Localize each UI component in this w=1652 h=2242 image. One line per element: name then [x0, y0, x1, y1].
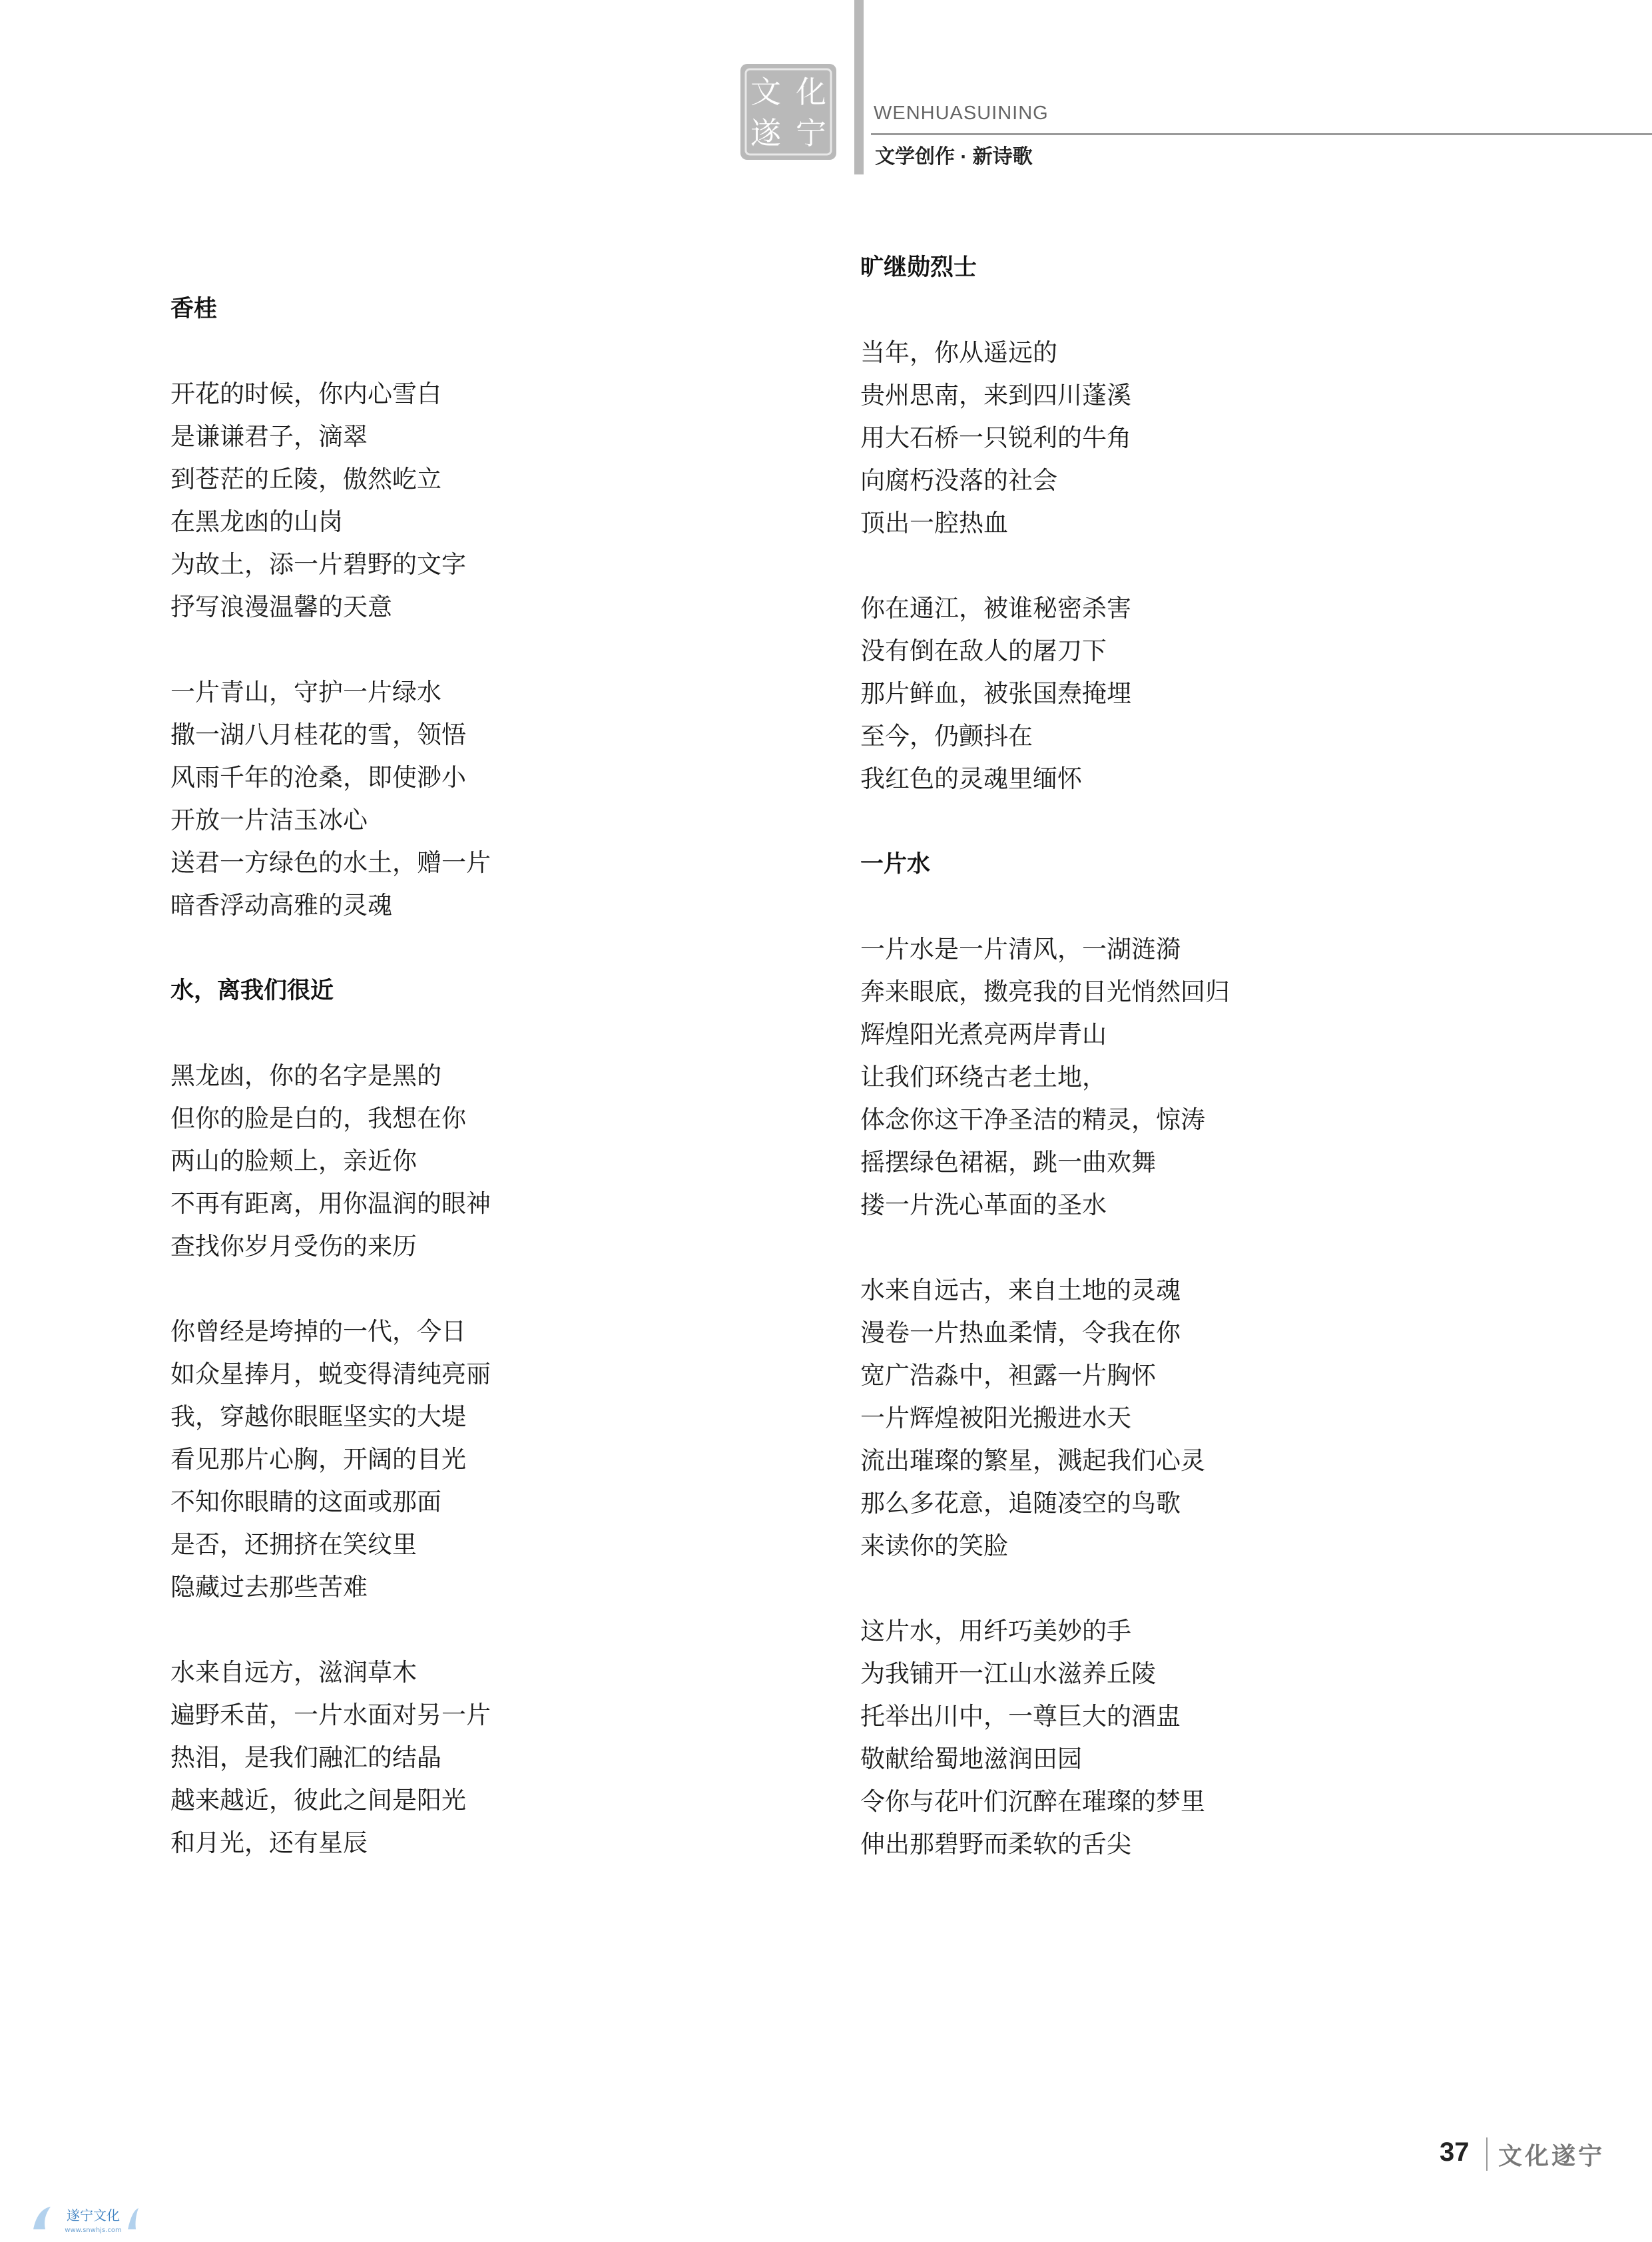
poem-line: 撒一湖八月桂花的雪，领悟	[170, 720, 466, 749]
poem-line: 我红色的灵魂里缅怀	[860, 764, 1082, 793]
poem-stanza	[860, 332, 1526, 545]
poem-title: 一片水	[860, 851, 931, 878]
svg-text:文: 文	[750, 74, 781, 110]
svg-text:遂宁文化: 遂宁文化	[67, 2207, 120, 2223]
poem-line: 热泪，是我们融汇的结晶	[170, 1743, 441, 1772]
poem-line: 至今，仍颤抖在	[860, 722, 1033, 750]
poem-stanza	[170, 671, 836, 927]
poem-line: 抒写浪漫温馨的天意	[170, 593, 392, 621]
poem-stanza	[170, 373, 836, 629]
poem-line: 为故土，添一片碧野的文字	[170, 550, 466, 579]
poem-stanza	[170, 1651, 836, 1864]
magazine-seal-logo	[738, 61, 839, 162]
poem-line: 隐藏过去那些苦难	[170, 1573, 368, 1601]
poem-line: 为我铺开一江山水滋养丘陵	[860, 1659, 1156, 1688]
poem-line: 顶出一腔热血	[860, 509, 1008, 537]
poem-line: 查找你岁月受伤的来历	[170, 1232, 417, 1261]
poem-line: 奔来眼底，擞亮我的目光悄然回归	[860, 978, 1230, 1006]
left-column	[170, 288, 836, 1907]
poem-line: 流出璀璨的繁星，溅起我们心灵	[860, 1446, 1205, 1475]
poem-stanza	[170, 1310, 836, 1609]
poem-line: 向腐朽没落的社会	[860, 466, 1057, 495]
footer-magazine-name: 文化遂宁	[1498, 2142, 1605, 2170]
poem-line: 暗香浮动高雅的灵魂	[170, 891, 392, 920]
magazine-brand: WENHUASUINING	[874, 103, 1049, 124]
header-divider-bar	[854, 0, 864, 174]
svg-text:遂: 遂	[750, 115, 781, 151]
poem-line: 不再有距离，用你温润的眼神	[170, 1189, 491, 1218]
svg-text:化: 化	[796, 74, 826, 110]
poem-line: 和月光，还有星辰	[170, 1828, 368, 1857]
poem-line: 摇摆绿色裙裾，跳一曲欢舞	[860, 1148, 1156, 1177]
poem-stanza	[860, 1269, 1526, 1567]
poem-line: 体念你这干净圣洁的精灵，惊涛	[860, 1105, 1205, 1134]
poem-line: 宽广浩淼中，袒露一片胸怀	[860, 1361, 1156, 1390]
poem-line: 我，穿越你眼眶坚实的大堤	[170, 1402, 466, 1431]
poem-line: 那么多花意，追随凌空的鸟歌	[860, 1489, 1181, 1518]
poem	[170, 970, 836, 1864]
poem-title: 水，离我们很近	[170, 978, 334, 1004]
poem-line: 黑龙凼，你的名字是黑的	[170, 1061, 441, 1090]
poem-line: 不知你眼睛的这面或那面	[170, 1488, 441, 1516]
poem-line: 那片鲜血，被张国焘掩埋	[860, 679, 1131, 708]
poem	[170, 288, 836, 927]
poem-line: 辉煌阳光煮亮两岸青山	[860, 1020, 1107, 1049]
poem-line: 送君一方绿色的水土，赠一片	[170, 848, 491, 877]
poem-line: 这片水，用纤巧美妙的手	[860, 1617, 1131, 1645]
page-number: 37	[1440, 2137, 1470, 2167]
poem-line: 如众星捧月，蜕变得清纯亮丽	[170, 1360, 491, 1388]
poem-line: 一片水是一片清风，一湖涟漪	[860, 935, 1181, 964]
poem-line: 水来自远方，滋润草木	[170, 1658, 417, 1687]
poem-line: 漫卷一片热血柔情，令我在你	[860, 1318, 1181, 1347]
poem-title: 香桂	[170, 296, 218, 322]
poem-line: 托举出川中，一尊巨大的酒盅	[860, 1702, 1181, 1731]
poem-line: 到苍茫的丘陵，傲然屹立	[170, 465, 441, 493]
poem-line: 当年，你从遥远的	[860, 338, 1057, 367]
poem-line: 开放一片洁玉冰心	[170, 806, 368, 834]
poem-line: 水来自远古，来自土地的灵魂	[860, 1276, 1181, 1304]
poem-stanza	[860, 928, 1526, 1227]
poem-line: 你在通江，被谁秘密杀害	[860, 594, 1131, 623]
poem-line: 一片辉煌被阳光搬进水天	[860, 1404, 1131, 1432]
poem-line: 越来越近，彼此之间是阳光	[170, 1786, 466, 1815]
right-column	[860, 246, 1526, 1908]
poem-line: 你曾经是垮掉的一代，今日	[170, 1317, 466, 1346]
poem-line: 遍野禾苗，一片水面对另一片	[170, 1701, 491, 1729]
poem-line: 在黑龙凼的山岗	[170, 507, 343, 536]
poem-line: 敬献给蜀地滋润田园	[860, 1745, 1082, 1773]
section-label: 文学创作 · 新诗歌	[875, 146, 1033, 168]
poem-line: 一片青山，守护一片绿水	[170, 678, 441, 706]
poem-line: 伸出那碧野而柔软的舌尖	[860, 1830, 1131, 1858]
poem-line: 但你的脸是白的，我想在你	[170, 1104, 466, 1133]
poem-stanza	[170, 1055, 836, 1268]
poem-line: 开花的时候，你内心雪白	[170, 380, 441, 408]
poem-stanza	[860, 587, 1526, 800]
site-watermark-logo	[28, 2203, 141, 2237]
poem-title: 旷继勋烈士	[860, 254, 977, 281]
poem-line: 没有倒在敌人的屠刀下	[860, 637, 1107, 665]
poem-line: 看见那片心胸，开阔的目光	[170, 1445, 466, 1474]
poem-line: 风雨千年的沧桑，即使渺小	[170, 763, 466, 792]
poem-line: 贵州思南，来到四川蓬溪	[860, 381, 1131, 410]
svg-text:www.snwhjs.com: www.snwhjs.com	[65, 2227, 122, 2234]
poem-line: 是否，还拥挤在笑纹里	[170, 1530, 417, 1559]
poem-line: 让我们环绕古老土地，	[860, 1063, 1107, 1091]
poem-stanza	[860, 1610, 1526, 1866]
poem-line: 来读你的笑脸	[860, 1532, 1008, 1560]
poem	[860, 246, 1526, 800]
svg-text:宁: 宁	[796, 115, 826, 151]
header-rule	[871, 133, 1652, 135]
poem-line: 两山的脸颊上，亲近你	[170, 1147, 417, 1175]
poem-line: 是谦谦君子，滴翠	[170, 422, 368, 451]
poem-line: 令你与花叶们沉醉在璀璨的梦里	[860, 1787, 1205, 1816]
poem	[860, 843, 1526, 1866]
poem-line: 搂一片洗心革面的圣水	[860, 1191, 1107, 1219]
poem-line: 用大石桥一只锐利的牛角	[860, 423, 1131, 452]
footer-divider	[1486, 2137, 1488, 2171]
